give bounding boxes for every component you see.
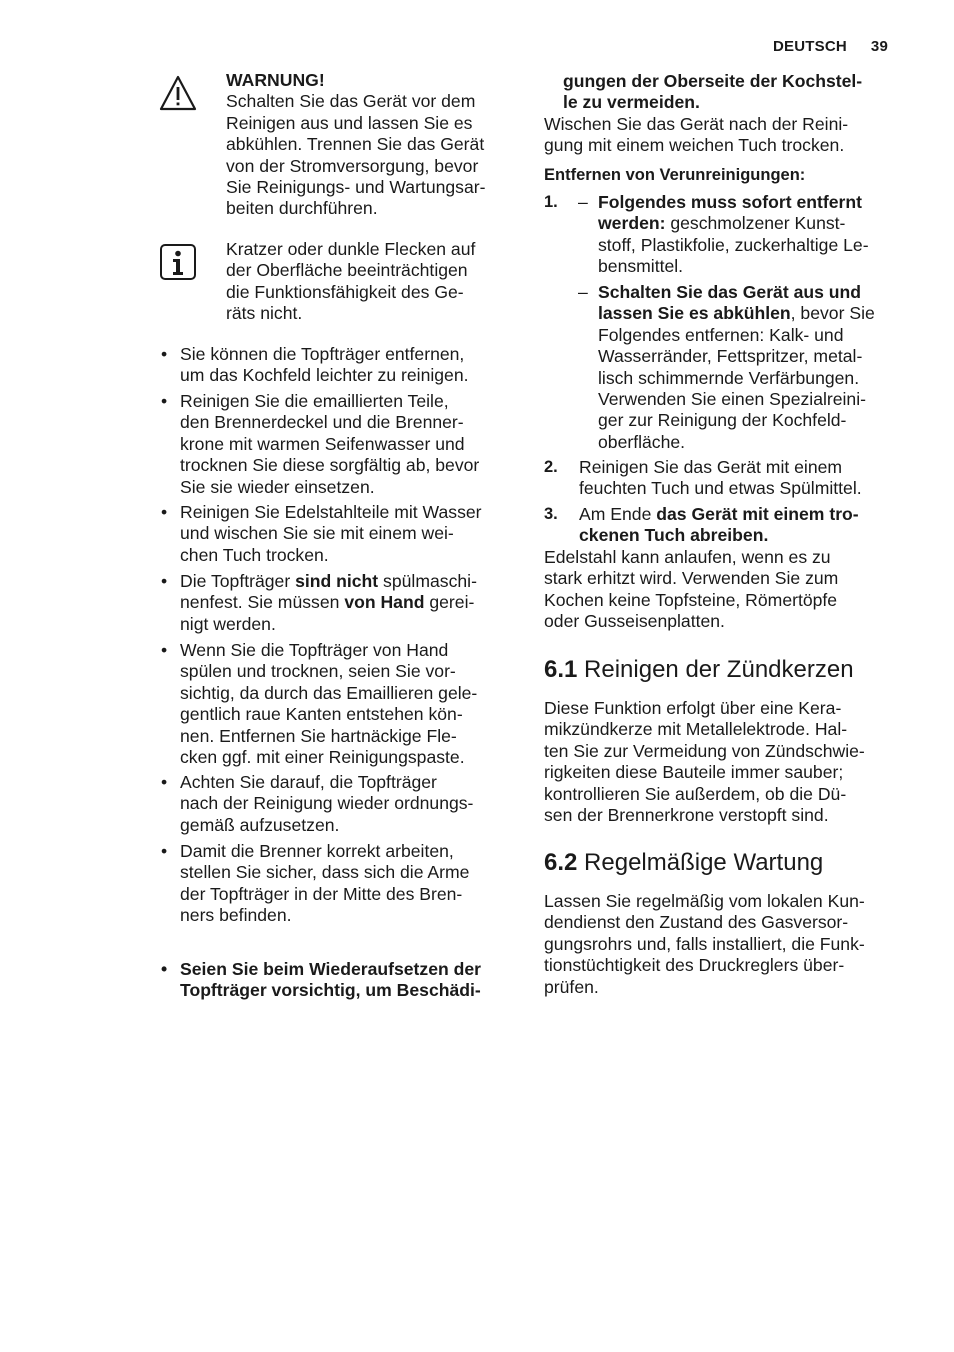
section-heading-6-1 (544, 655, 854, 685)
text-line: ten Sie zur Vermeidung von Zündschwie- (544, 740, 865, 761)
list-item-line: um das Kochfeld leichter zu reinigen. (180, 365, 469, 386)
info-icon (158, 242, 198, 282)
bullet-dot: • (161, 959, 168, 979)
bullet-dot: • (161, 772, 168, 792)
list-item-line: Reinigen Sie Edelstahlteile mit Wasser (180, 502, 482, 522)
list-item-line: der Topfträger in der Mitte des Bren- (180, 883, 463, 904)
list-item-line: nach der Reinigung wieder ordnungs- (180, 793, 474, 814)
info-line: der Oberfläche beeinträchtigen (226, 260, 468, 281)
list-item-line: Damit die Brenner korrekt arbeiten, (180, 841, 454, 861)
list-item-line: Sie sie wieder einsetzen. (180, 476, 375, 497)
text-line: Kochen keine Topfsteine, Römertöpfe (544, 589, 838, 610)
bullet-dot: • (161, 841, 168, 861)
list-item-line: Wenn Sie die Topfträger von Hand (180, 640, 449, 660)
section-number: 6.2 (544, 849, 578, 876)
list-item-line: nenfest. Sie müssen von Hand gerei- (180, 592, 475, 613)
list-item-line: den Brennerdeckel und die Brenner- (180, 412, 464, 433)
text-line: rigkeiten diese Bauteile immer sauber; (544, 762, 844, 783)
info-line: räts nicht. (226, 303, 303, 324)
text-line: feuchten Tuch und etwas Spülmittel. (579, 478, 862, 499)
list-item-line: Die Topfträger sind nicht spülmaschi- (180, 571, 477, 591)
list-item-line: krone mit warmen Seifenwasser und (180, 433, 465, 454)
section-6-1-text (544, 698, 914, 826)
list-item-line: gemäß aufzusetzen. (180, 814, 340, 835)
bullet-dot: • (161, 502, 168, 522)
list-item (180, 772, 520, 836)
step1-sub-b (598, 282, 908, 453)
text-line: Folgendes entfernen: Kalk- und (598, 324, 844, 345)
list-item-line: ners befinden. (180, 905, 292, 926)
text-line: stark erhitzt wird. Verwenden Sie zum (544, 568, 839, 589)
list-item-line: gentlich raue Kanten entstehen kön- (180, 704, 463, 725)
text-line: Wischen Sie das Gerät nach der Reini- (544, 114, 849, 134)
text-line: oder Gusseisenplatten. (544, 611, 725, 632)
list-item (180, 640, 520, 768)
list-item-line: und wischen Sie sie mit einem wei- (180, 523, 454, 544)
removal-heading: Entfernen von Verunreinigungen: (544, 166, 806, 184)
text-line: werden: geschmolzener Kunst- (598, 213, 846, 234)
step2-text (579, 457, 909, 500)
section-title: Regelmäßige Wartung (584, 849, 824, 876)
dash-marker: – (578, 192, 588, 212)
text-line: bensmittel. (598, 256, 684, 277)
list-item-line: spülen und trocknen, seien Sie vor- (180, 661, 456, 682)
step-number: 2. (544, 458, 558, 476)
bullet-dot: • (161, 344, 168, 364)
warning-line: Reinigen aus und lassen Sie es (226, 112, 473, 133)
bullet-dot: • (161, 640, 168, 660)
step1-sub-a (598, 192, 908, 278)
text-line: Edelstahl kann anlaufen, wenn es zu (544, 547, 831, 567)
bullet-dot: • (161, 571, 168, 591)
text-line: ger zur Reinigung der Kochfeld- (598, 410, 847, 431)
text-line: Lassen Sie regelmäßig vom lokalen Kun- (544, 891, 865, 911)
warning-line: beiten durchführen. (226, 198, 378, 219)
text-line: dendienst den Zustand des Gasversor- (544, 912, 849, 933)
list-item-line: Achten Sie darauf, die Topfträger (180, 772, 437, 792)
text-line: Wasserränder, Fettspritzer, metal- (598, 346, 863, 367)
warning-line: Sie Reinigungs- und Wartungsar- (226, 177, 486, 198)
text-line: lassen Sie es abkühlen, bevor Sie (598, 303, 875, 324)
list-item (180, 502, 520, 566)
text-line: oberfläche. (598, 431, 686, 452)
list-item-line: Reinigen Sie die emaillierten Teile, (180, 391, 449, 411)
text-line: prüfen. (544, 976, 599, 997)
warning-line: abkühlen. Trennen Sie das Gerät (226, 134, 485, 155)
text-line: mikzündkerze mit Metallelektrode. Hal- (544, 719, 848, 740)
list-item-line: trocknen Sie diese sorgfältig ab, bevor (180, 455, 480, 476)
continued-bold-text (563, 71, 903, 114)
text-line: gungen der Oberseite der Kochstel- (563, 71, 863, 91)
wipe-paragraph (544, 114, 904, 157)
section-number: 6.1 (544, 656, 578, 683)
warning-block (226, 70, 526, 220)
text-line: tionstüchtigkeit des Druckreglers über- (544, 955, 845, 976)
text-line: Reinigen Sie das Gerät mit einem (579, 457, 843, 477)
warning-title: WARNUNG! (226, 70, 325, 90)
list-item (180, 841, 520, 927)
section-6-2-text (544, 891, 914, 998)
list-item (180, 391, 520, 498)
list-item-line: Seien Sie beim Wiederaufsetzen der (180, 959, 481, 979)
section-label: DEUTSCH (773, 38, 847, 55)
list-item-line: stellen Sie sicher, dass sich die Arme (180, 862, 470, 883)
page-number: 39 (870, 38, 888, 55)
list-item-line: nen. Entfernen Sie hartnäckige Fle- (180, 725, 457, 746)
list-item-line: sichtig, da durch das Emaillieren gele- (180, 682, 478, 703)
warning-line: von der Stromversorgung, bevor (226, 155, 479, 176)
list-item-line: nigt werden. (180, 613, 276, 634)
text-line: lisch schimmernde Verfärbungen. (598, 367, 860, 388)
text-line: ckenen Tuch abreiben. (579, 525, 769, 546)
bullet-dot: • (161, 391, 168, 411)
warning-icon (158, 74, 198, 114)
list-item (180, 571, 520, 635)
info-line: die Funktionsfähigkeit des Ge- (226, 281, 464, 302)
list-item-line: Topfträger vorsichtig, um Beschädi- (180, 980, 481, 1001)
text-line: Diese Funktion erfolgt über eine Kera- (544, 698, 842, 718)
text-line: kontrollieren Sie außerdem, ob die Dü- (544, 783, 847, 804)
text-line: sen der Brennerkrone verstopft sind. (544, 805, 829, 826)
warning-line: Schalten Sie das Gerät vor dem (226, 91, 476, 112)
text-line: Schalten Sie das Gerät aus und (598, 282, 862, 302)
steel-paragraph (544, 547, 904, 633)
text-line: le zu vermeiden. (563, 92, 700, 113)
info-line: Kratzer oder dunkle Flecken auf (226, 239, 476, 259)
section-heading-6-2 (544, 848, 823, 878)
text-line: Am Ende das Gerät mit einem tro- (579, 504, 859, 524)
list-item (180, 959, 520, 1002)
text-line: Folgendes muss sofort entfernt (598, 192, 862, 212)
step-number: 3. (544, 505, 558, 523)
page-header (773, 38, 888, 55)
step3-text (579, 504, 909, 547)
text-line: gungsrohrs und, falls installiert, die Funk- (544, 933, 865, 954)
list-item-line: Sie können die Topfträger entfernen, (180, 344, 465, 364)
list-item (180, 344, 520, 387)
text-line: stoff, Plastikfolie, zuckerhaltige Le- (598, 234, 869, 255)
step-number: 1. (544, 193, 558, 211)
list-item-line: cken ggf. mit einer Reinigungspaste. (180, 747, 465, 768)
text-line: gung mit einem weichen Tuch trocken. (544, 135, 845, 156)
dash-marker: – (578, 282, 588, 302)
text-line: Verwenden Sie einen Spezialreini- (598, 389, 866, 410)
list-item-line: chen Tuch trocken. (180, 544, 329, 565)
section-title: Reinigen der Zündkerzen (584, 656, 854, 683)
info-block (226, 239, 526, 325)
